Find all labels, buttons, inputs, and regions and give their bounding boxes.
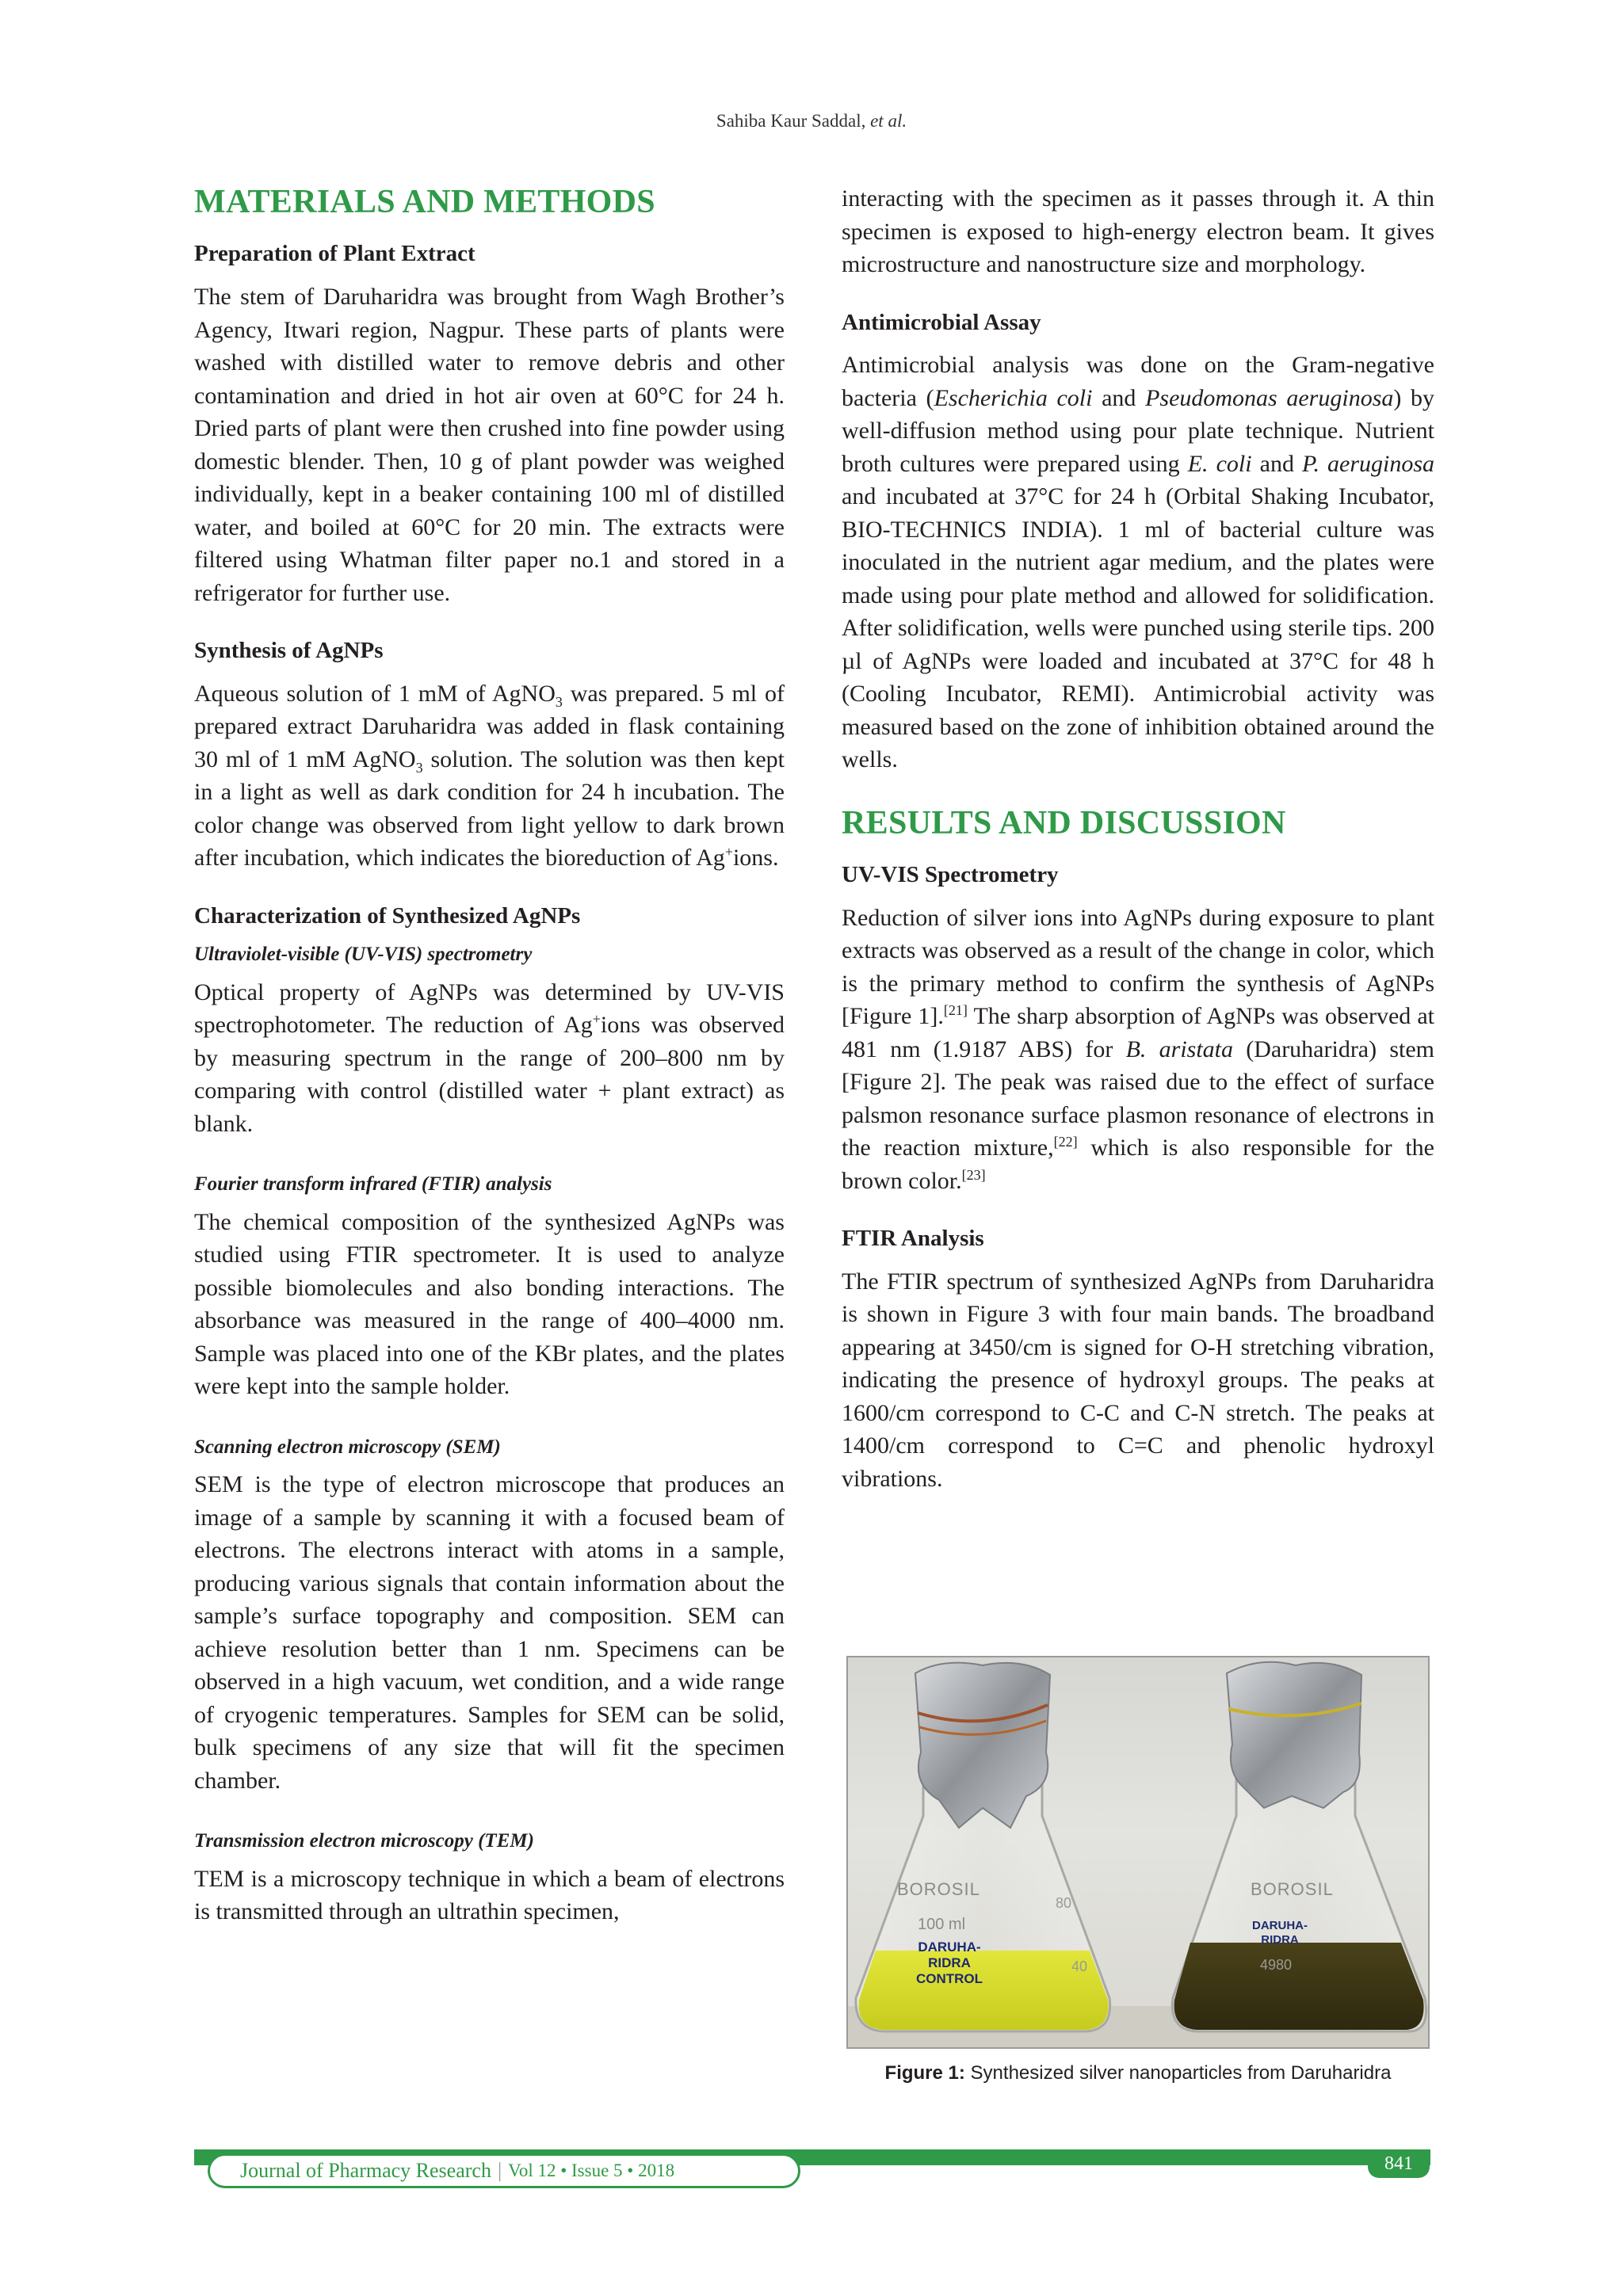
heading-sem: Scanning electron microscopy (SEM): [194, 1436, 501, 1458]
paragraph-ftir-method: The chemical composition of the synthesized AgNPs was studied using FTIR spectrometer. It is used to analyze possible biomolecules and also bonding interactions. The absorbance was measured in the range of 400–4000 nm. Sample was placed into one of the KBr plates, and the plates were kept into the sample holder.: [194, 1208, 785, 1400]
heading-characterization: Characterization of Synthesized AgNPs: [194, 902, 581, 929]
running-head-etal: et al.: [870, 111, 907, 131]
flask1-label: DARUHA-RIDRA CONTROL: [915, 1939, 983, 1986]
right-column: [842, 182, 1434, 1522]
heading-synthesis: Synthesis of AgNPs: [194, 638, 384, 664]
heading-uv-vis: Ultraviolet-visible (UV-VIS) spectrometry: [194, 944, 533, 966]
paragraph-ftir-analysis: The FTIR spectrum of synthesized AgNPs from Daruharidra is shown in Figure 3 with four main bands. The broadband appearing at 3450/cm is signed for O-H stretching vibration, indicating the presence of hydroxyl groups. The peaks at 1600/cm correspond to C-C and C-N stretch. The peaks at 1400/cm correspond to C=C and phenolic hydroxyl vibrations.: [842, 1268, 1434, 1492]
flask1-brand: BOROSIL: [897, 1879, 980, 1899]
paragraph-sem: SEM is the type of electron microscope that produces an image of a sample by scanning it with a focused beam of electrons. The electrons interact with atoms in a sample, producing various signals that contain information about the sample’s surface topography and composition. SEM can achieve resolution better than 1 nm. Specimens can be observed in a high vacuum, wet condition, and a wide range of cryogenic temperatures. Samples for SEM can be solid, bulk specimens of any size that will fit the specimen chamber.: [194, 1471, 785, 1794]
page-number: 841: [1368, 2149, 1430, 2178]
figure-1-photo: [846, 1656, 1430, 2049]
flask2-brand: BOROSIL: [1251, 1879, 1334, 1899]
foil-cap-right: [1227, 1662, 1361, 1808]
figure-caption-label: Figure 1:: [884, 2062, 965, 2084]
flask2-label: DARUHA-RIDRA: [1252, 1919, 1308, 1947]
left-column: [194, 182, 785, 1955]
heading-ftir-analysis: FTIR Analysis: [842, 1226, 984, 1252]
figure-1-caption: [842, 2062, 1434, 2084]
flask1-mark-80: 80: [1056, 1895, 1072, 1911]
paragraph-synthesis: Aqueous solution of 1 mM of AgNO$_3$ was prepared. 5 ml of prepared extract Daruharidra was added in flask containing 30 ml of 1 mM AgNO$_3$ solution. The solution was then kept in a light as well as dark condition for 24 h incubation. The color change was observed from light yellow to dark brown after incubation, which indicates the bioreduction of Ag+ions.: [194, 680, 785, 871]
footer-separator: |: [497, 2159, 502, 2182]
heading-ftir-method: Fourier transform infrared (FTIR) analysis: [194, 1173, 552, 1196]
paragraph-antimicrobial: Antimicrobial analysis was done on the Gram-negative bacteria (Escherichia coli and Pseudomonas aeruginosa) by well-diffusion method using pour plate technique. Nutrient broth cultures were prepared using E. coli and P. aeruginosa and incubated at 37°C for 24 h (Orbital Shaking Incubator, BIO-TECHNICS INDIA). 1 ml of bacterial culture was inoculated in the nutrient agar medium, and the plates were made using pour plate method and allowed for solidification. After solidification, wells were punched using sterile tips. 200 µl of AgNPs were loaded and incubated at 37°C for 48 h (Cooling Incubator, REMI). Antimicrobial activity was measured based on the zone of inhibition obtained around the wells.: [842, 352, 1435, 773]
heading-uv-vis-results: UV-VIS Spectrometry: [842, 862, 1059, 888]
running-head: [0, 111, 1623, 132]
paragraph-tem: TEM is a microscopy technique in which a beam of electrons is transmitted through an ultrathin specimen,: [194, 1865, 785, 1925]
paragraph-preparation: The stem of Daruharidra was brought from Wagh Brother’s Agency, Itwari region, Nagpur. These parts of plants were washed with distilled water to remove debris and other contamination and dried in hot air oven at 60°C for 24 h. Dried parts of plant were then crushed into fine powder using domestic blender. Then, 10 g of plant powder was weighed individually, kept in a beaker containing 100 ml of distilled water, and boiled at 60°C for 20 min. The extracts were filtered using Whatman filter paper no.1 and stored in a refrigerator for further use.: [194, 284, 785, 606]
footer-journal-name: Journal of Pharmacy Research: [240, 2159, 491, 2182]
section-title-materials: MATERIALS AND METHODS: [194, 184, 655, 220]
figure-caption-text: Synthesized silver nanoparticles from Daruharidra: [964, 2062, 1392, 2084]
section-title-results: RESULTS AND DISCUSSION: [842, 804, 1286, 841]
paragraph-tem-continued: interacting with the specimen as it passes through it. A thin specimen is exposed to high-energy electron beam. It gives microstructure and nanostructure size and morphology.: [842, 185, 1434, 277]
flask1-volume: 100 ml: [918, 1916, 966, 1933]
flasks-illustration: [848, 1657, 1430, 2049]
paragraph-uv-vis-results: Reduction of silver ions into AgNPs during exposure to plant extracts was observed as a result of the change in color, which is the primary method to confirm the synthesis of AgNPs [Figure 1].[21] The sharp absorption of AgNPs was observed at 481 nm (1.9187 ABS) for B. aristata (Daruharidra) stem [Figure 2]. The peak was raised due to the effect of surface palsmon resonance surface plasmon resonance of electrons in the reaction mixture,[22] which is also responsible for the brown color.[23]: [842, 904, 1434, 1194]
heading-tem: Transmission electron microscopy (TEM): [194, 1830, 534, 1852]
footer-volume: Vol 12 • Issue 5 • 2018: [508, 2161, 675, 2180]
footer-journal-pill: [208, 2153, 800, 2188]
running-head-author: Sahiba Kaur Saddal,: [716, 111, 866, 131]
heading-antimicrobial: Antimicrobial Assay: [842, 309, 1041, 335]
flask1-mark-40: 40: [1071, 1958, 1088, 1974]
flask-extract: [1172, 1662, 1426, 2031]
paragraph-uv-vis: Optical property of AgNPs was determined by UV-VIS spectrophotometer. The reduction of Ag+ions was observed by measuring spectrum in the range of 200–800 nm by comparing with control (distilled water + plant extract) as blank.: [194, 978, 785, 1137]
flask2-number: 4980: [1260, 1957, 1293, 1973]
heading-preparation: Preparation of Plant Extract: [194, 241, 475, 267]
